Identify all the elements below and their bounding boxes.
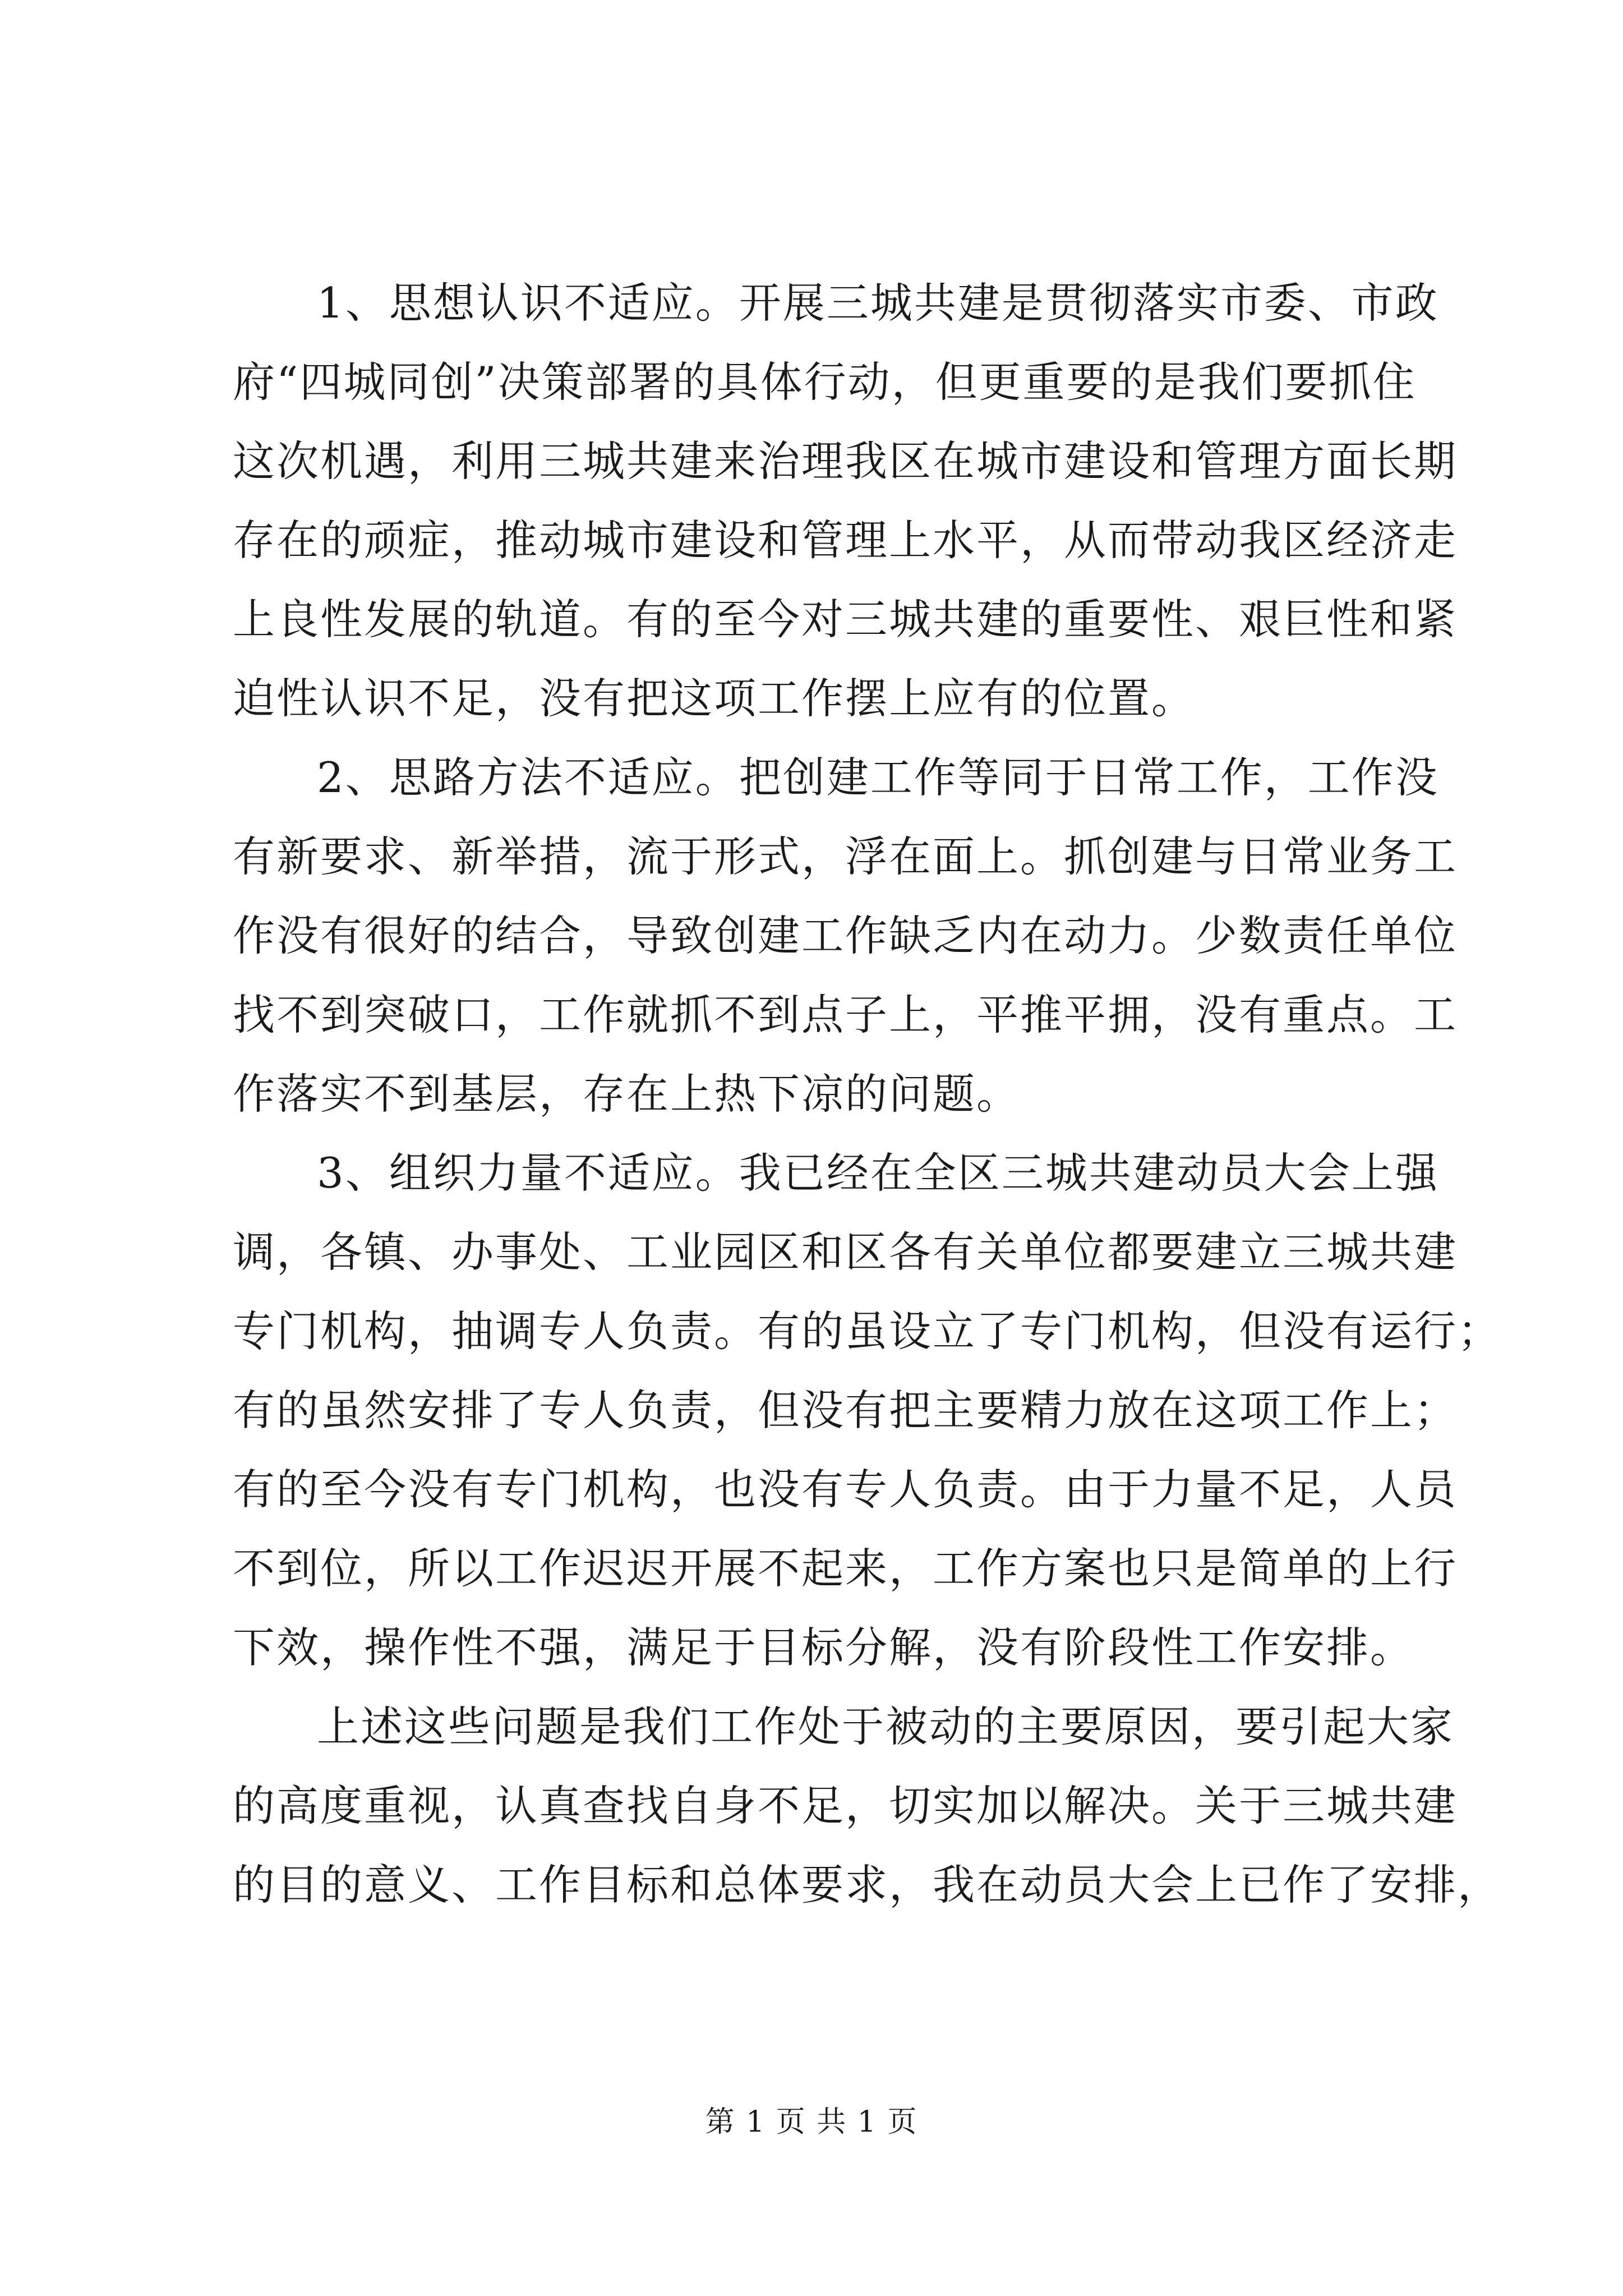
paragraph-3-line: 下效，操作性不强，满足于目标分解，没有阶段性工作安排。 <box>233 1623 1414 1672</box>
paragraph-2-line: 2、思路方法不适应。把创建工作等同于日常工作，工作没 <box>317 753 1439 802</box>
paragraph-3-line: 不到位，所以工作迟迟开展不起来，工作方案也只是简单的上行 <box>233 1544 1458 1593</box>
paragraph-2-line: 有新要求、新举措，流于形式，浮在面上。抓创建与日常业务工 <box>233 832 1458 881</box>
paragraph-3-line: 有的虽然安排了专人负责，但没有把主要精力放在这项工作上； <box>233 1386 1458 1435</box>
paragraph-3-line: 有的至今没有专门机构，也没有专人负责。由于力量不足，人员 <box>233 1465 1458 1514</box>
paragraph-4-line: 的高度重视，认真查找自身不足，切实加以解决。关于三城共建 <box>233 1781 1458 1830</box>
document-body <box>233 264 1502 1925</box>
page-number-footer: 第 1 页 共 1 页 <box>705 2105 918 2139</box>
paragraph-3-line: 专门机构，抽调专人负责。有的虽设立了专门机构，但没有运行； <box>233 1306 1502 1356</box>
paragraph-1-line: 1、思想认识不适应。开展三城共建是贯彻落实市委、市政 <box>317 278 1439 328</box>
paragraph-3-line: 3、组织力量不适应。我已经在全区三城共建动员大会上强 <box>317 1148 1439 1198</box>
paragraph-4-line: 上述这些问题是我们工作处于被动的主要原因，要引起大家 <box>317 1702 1455 1751</box>
paragraph-2-line: 作没有很好的结合，导致创建工作缺乏内在动力。少数责任单位 <box>233 911 1458 960</box>
paragraph-1-line: 这次机遇，利用三城共建来治理我区在城市建设和管理方面长期 <box>233 436 1458 486</box>
paragraph-2-line: 作落实不到基层，存在上热下凉的问题。 <box>233 1069 1021 1119</box>
paragraph-3-line: 调，各镇、办事处、工业园区和区各有关单位都要建立三城共建 <box>233 1227 1458 1277</box>
paragraph-1-line: 上良性发展的轨道。有的至今对三城共建的重要性、艰巨性和紧 <box>233 595 1458 644</box>
paragraph-1-line: 存在的顽症，推动城市建设和管理上水平，从而带动我区经济走 <box>233 516 1458 565</box>
paragraph-2-line: 找不到突破口，工作就抓不到点子上，平推平拥，没有重点。工 <box>233 990 1458 1039</box>
paragraph-1-line: 府“四城同创”决策部署的具体行动，但更重要的是我们要抓住 <box>233 357 1417 407</box>
paragraph-4-line: 的目的意义、工作目标和总体要求，我在动员大会上已作了安排， <box>233 1860 1502 1910</box>
paragraph-1-line: 迫性认识不足，没有把这项工作摆上应有的位置。 <box>233 674 1196 723</box>
